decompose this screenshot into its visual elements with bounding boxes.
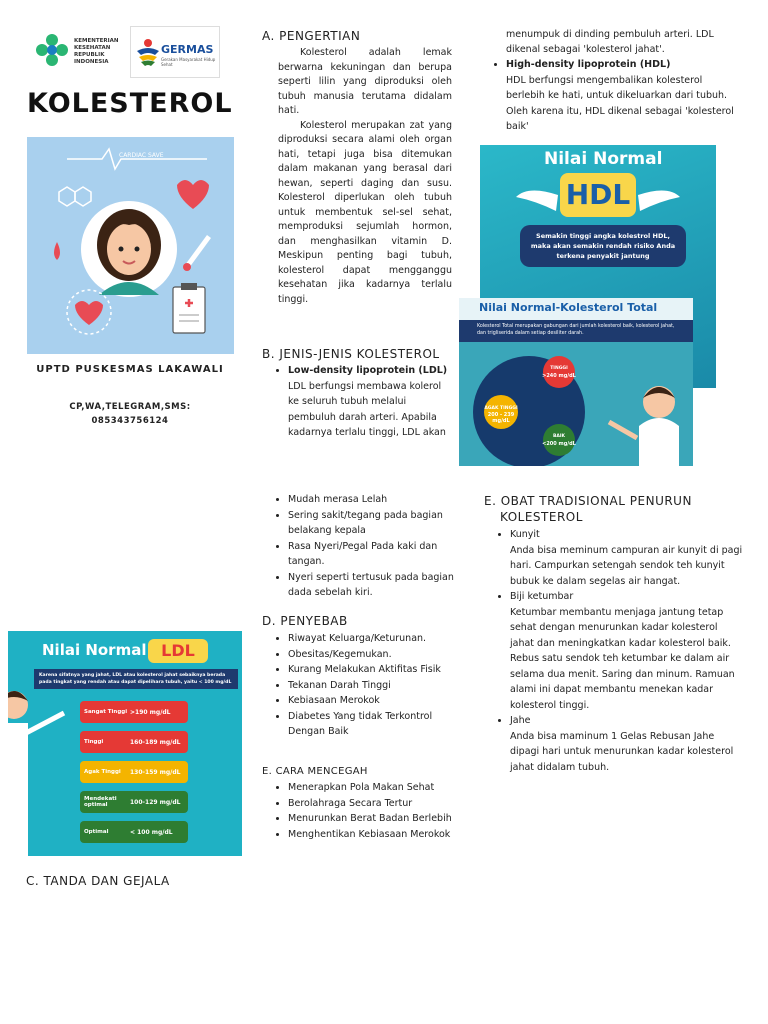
contact-info: CP,WA,TELEGRAM,SMS: 085343756124 xyxy=(69,402,191,426)
section-a-heading: A. PENGERTIAN xyxy=(262,29,361,43)
list-item: • Tekanan Darah Tinggi xyxy=(288,678,454,694)
ldl-level-value: 130-159 mg/dL xyxy=(130,768,181,776)
list-item: • Menurunkan Berat Badan Berlebih xyxy=(288,811,454,827)
blood-drop-icon xyxy=(54,242,60,260)
total-card-desc: Kolesterol Total merupakan gabungan dari jumlah kolesterol baik, kolesterol jahat, dan trigliserida dalam setiap desiliter darah. xyxy=(459,320,693,342)
section-a-body xyxy=(278,46,452,307)
agak-tinggi-label: AGAK TINGGI xyxy=(484,406,518,411)
hdl-badge: HDL xyxy=(560,173,636,217)
list-item: • Menghentikan Kebiasaan Merokok xyxy=(288,827,454,843)
ldl-level-label: Agak Tinggi xyxy=(84,769,121,775)
ldl-level-row xyxy=(80,761,188,783)
ldl-level-row xyxy=(80,731,188,753)
ldl-level-value: 100-129 mg/dL xyxy=(130,798,181,806)
page-title: KOLESTEROL xyxy=(27,88,233,119)
heart-gear-icon xyxy=(75,301,103,325)
hdl-card-caption: Semakin tinggi angka kolestrol HDL, maka akan semakin rendah risiko Anda terkena penyakit jantung xyxy=(520,225,686,267)
baik-label: BAIK xyxy=(552,434,566,439)
agak-tinggi-value: 200 - 239 mg/dL xyxy=(487,412,515,424)
causes-list xyxy=(272,631,454,740)
section-e-prevent-heading: E. CARA MENCEGAH xyxy=(262,766,368,777)
molecule-icon xyxy=(59,187,91,206)
ldl-level-row xyxy=(80,701,188,723)
section-c-heading: C. TANDA DAN GEJALA xyxy=(26,874,170,888)
hero-label: CARDIAC SAVE xyxy=(119,152,164,159)
ldl-level-value: < 100 mg/dL xyxy=(130,828,173,836)
tinggi-value: >240 mg/dL xyxy=(542,373,576,379)
ldl-level-row xyxy=(80,821,188,843)
ldl-card-title: Nilai Normal xyxy=(42,641,147,659)
symptoms-list xyxy=(272,492,454,601)
tinggi-label: TINGGI xyxy=(550,366,568,371)
section-a-para2: Kolesterol merupakan zat yang diproduksi secara alami oleh organ hati, tetapi juga bisa ditemukan dalam makanan yang berasal dari hewan, seperti daging dan susu. Kolesterol diperlukan oleh tubuh untuk membentuk sel-sel sehat, memproduksi sejumlah hormon, dan menghasilkan vitamin D. Meskipun penting bagi tubuh, kolesterol dapat mengganggu kesehatan jika kadarnya terlalu tinggi. xyxy=(278,119,452,305)
germas-text: GERMAS xyxy=(161,43,214,56)
ldl-level-label: Optimal xyxy=(84,829,109,835)
total-card-title: Nilai Normal-Kolesterol Total xyxy=(479,301,658,314)
clipboard-icon xyxy=(173,287,205,333)
ldl-text: LDL berfungsi membawa kolerol ke seluruh tubuh melalui pembuluh darah arteri. Apabila kadarnya terlalu tinggi, LDL akan xyxy=(288,380,446,438)
ldl-level-label: Tinggi xyxy=(84,739,104,745)
germas-logo xyxy=(130,26,220,78)
list-item: • Diabetes Yang tidak Terkontrol Dengan Baik xyxy=(288,709,454,740)
baik-value: <200 mg/dL xyxy=(542,441,576,447)
kemenkes-text: KEMENTERIAN KESEHATAN REPUBLIK INDONESIA xyxy=(74,38,119,65)
prevention-list xyxy=(272,780,454,842)
list-item: • Biji ketumbar Ketumbar membantu menjaga jantung tetap sehat dengan menurunkan kadar kolesterol jahat dan meningkatkan kadar kolesterol baik. Rebus satu sendok teh ketumbar ke dalam air selama dua menit. Saring dan minum. Ramuan alami ini dapat membantu menekan kadar kolesterol tinggi. xyxy=(510,589,744,713)
hdl-block xyxy=(490,28,742,135)
list-item: • Riwayat Keluarga/Keturunan. xyxy=(288,631,454,647)
ldl-info-card xyxy=(8,631,242,856)
organization-name: UPTD PUSKESMAS LAKAWALI xyxy=(36,364,224,375)
list-item: • Menerapkan Pola Makan Sehat xyxy=(288,780,454,796)
germas-emblem-icon xyxy=(135,37,161,67)
kemenkes-emblem-icon xyxy=(34,32,70,68)
list-item: • Kebiasaan Merokok xyxy=(288,693,454,709)
list-item: • Rasa Nyeri/Pegal Pada kaki dan tangan. xyxy=(288,539,454,570)
section-a-para1: Kolesterol adalah lemak berwarna kekuningan dan berupa seperti lilin yang diproduksi oleh tubuh manusia terutama didalam hati. xyxy=(278,47,452,116)
ldl-level-value: 160-189 mg/dL xyxy=(130,738,181,746)
hero-illustration xyxy=(27,137,234,354)
ldl-level-label: Sangat Tinggi xyxy=(84,709,128,715)
ldl-card-desc: Karena sifatnya yang jahat, LDL atau kolesterol jahat sebaiknya berada pada tingkat yang rendah atau dapat dipelihara tubuh, yaitu < 100 mg/dL xyxy=(34,669,238,689)
list-item: • Obesitas/Kegemukan. xyxy=(288,647,454,663)
ldl-level-row xyxy=(80,791,188,813)
list-item: • Kurang Melakukan Aktifitas Fisik xyxy=(288,662,454,678)
list-item: • Nyeri seperti tertusuk pada bagian dada sebelah kiri. xyxy=(288,570,454,601)
thermometer-icon xyxy=(185,235,211,268)
list-item: • Berolahraga Secara Tertur xyxy=(288,796,454,812)
heart-icon xyxy=(177,180,209,209)
remedy-list xyxy=(494,527,744,775)
total-cholesterol-card xyxy=(459,298,693,466)
ldl-text-cont: menumpuk di dinding pembuluh arteri. LDL dikenal sebagai 'kolesterol jahat'. xyxy=(506,29,714,55)
section-d-heading: D. PENYEBAB xyxy=(262,614,348,628)
hdl-title: High-density lipoprotein (HDL) xyxy=(506,59,671,70)
list-item: • Jahe Anda bisa maminum 1 Gelas Rebusan Jahe dipagi hari untuk menurunkan kadar kolesterol jahat didalam tubuh. xyxy=(510,713,744,775)
section-b-heading: B. JENIS-JENIS KOLESTEROL xyxy=(262,347,440,361)
total-gauge-icon xyxy=(459,342,693,466)
list-item: • Kunyit Anda bisa meminum campuran air kunyit di pagi hari. Campurkan setengah sendok teh kunyit bubuk ke dalam segelas air hangat. xyxy=(510,527,744,589)
list-item: • Mudah merasa Lelah xyxy=(288,492,454,508)
hdl-card-title: Nilai Normal xyxy=(544,149,663,169)
ldl-level-value: >190 mg/dL xyxy=(130,708,171,716)
ldl-badge: LDL xyxy=(148,639,208,663)
ldl-title: Low-density lipoprotein (LDL) xyxy=(288,365,448,376)
ldl-level-label: Mendekati optimal xyxy=(84,796,117,808)
germas-subtext: Gerakan Masyarakat Hidup Sehat xyxy=(161,57,216,67)
hdl-text: HDL berfungsi mengembalikan kolesterol berlebih ke hati, untuk dikeluarkan dari tubuh. Oleh karena itu, HDL dikenal sebagai 'kolesterol baik' xyxy=(506,74,734,132)
list-item: • Sering sakit/tegang pada bagian belakang kepala xyxy=(288,508,454,539)
ldl-block xyxy=(272,363,454,441)
section-e-remedy-heading: E. OBAT TRADISIONAL PENURUN KOLESTEROL xyxy=(484,494,692,524)
kemenkes-logo xyxy=(34,30,122,72)
doctor-icon xyxy=(8,631,68,856)
